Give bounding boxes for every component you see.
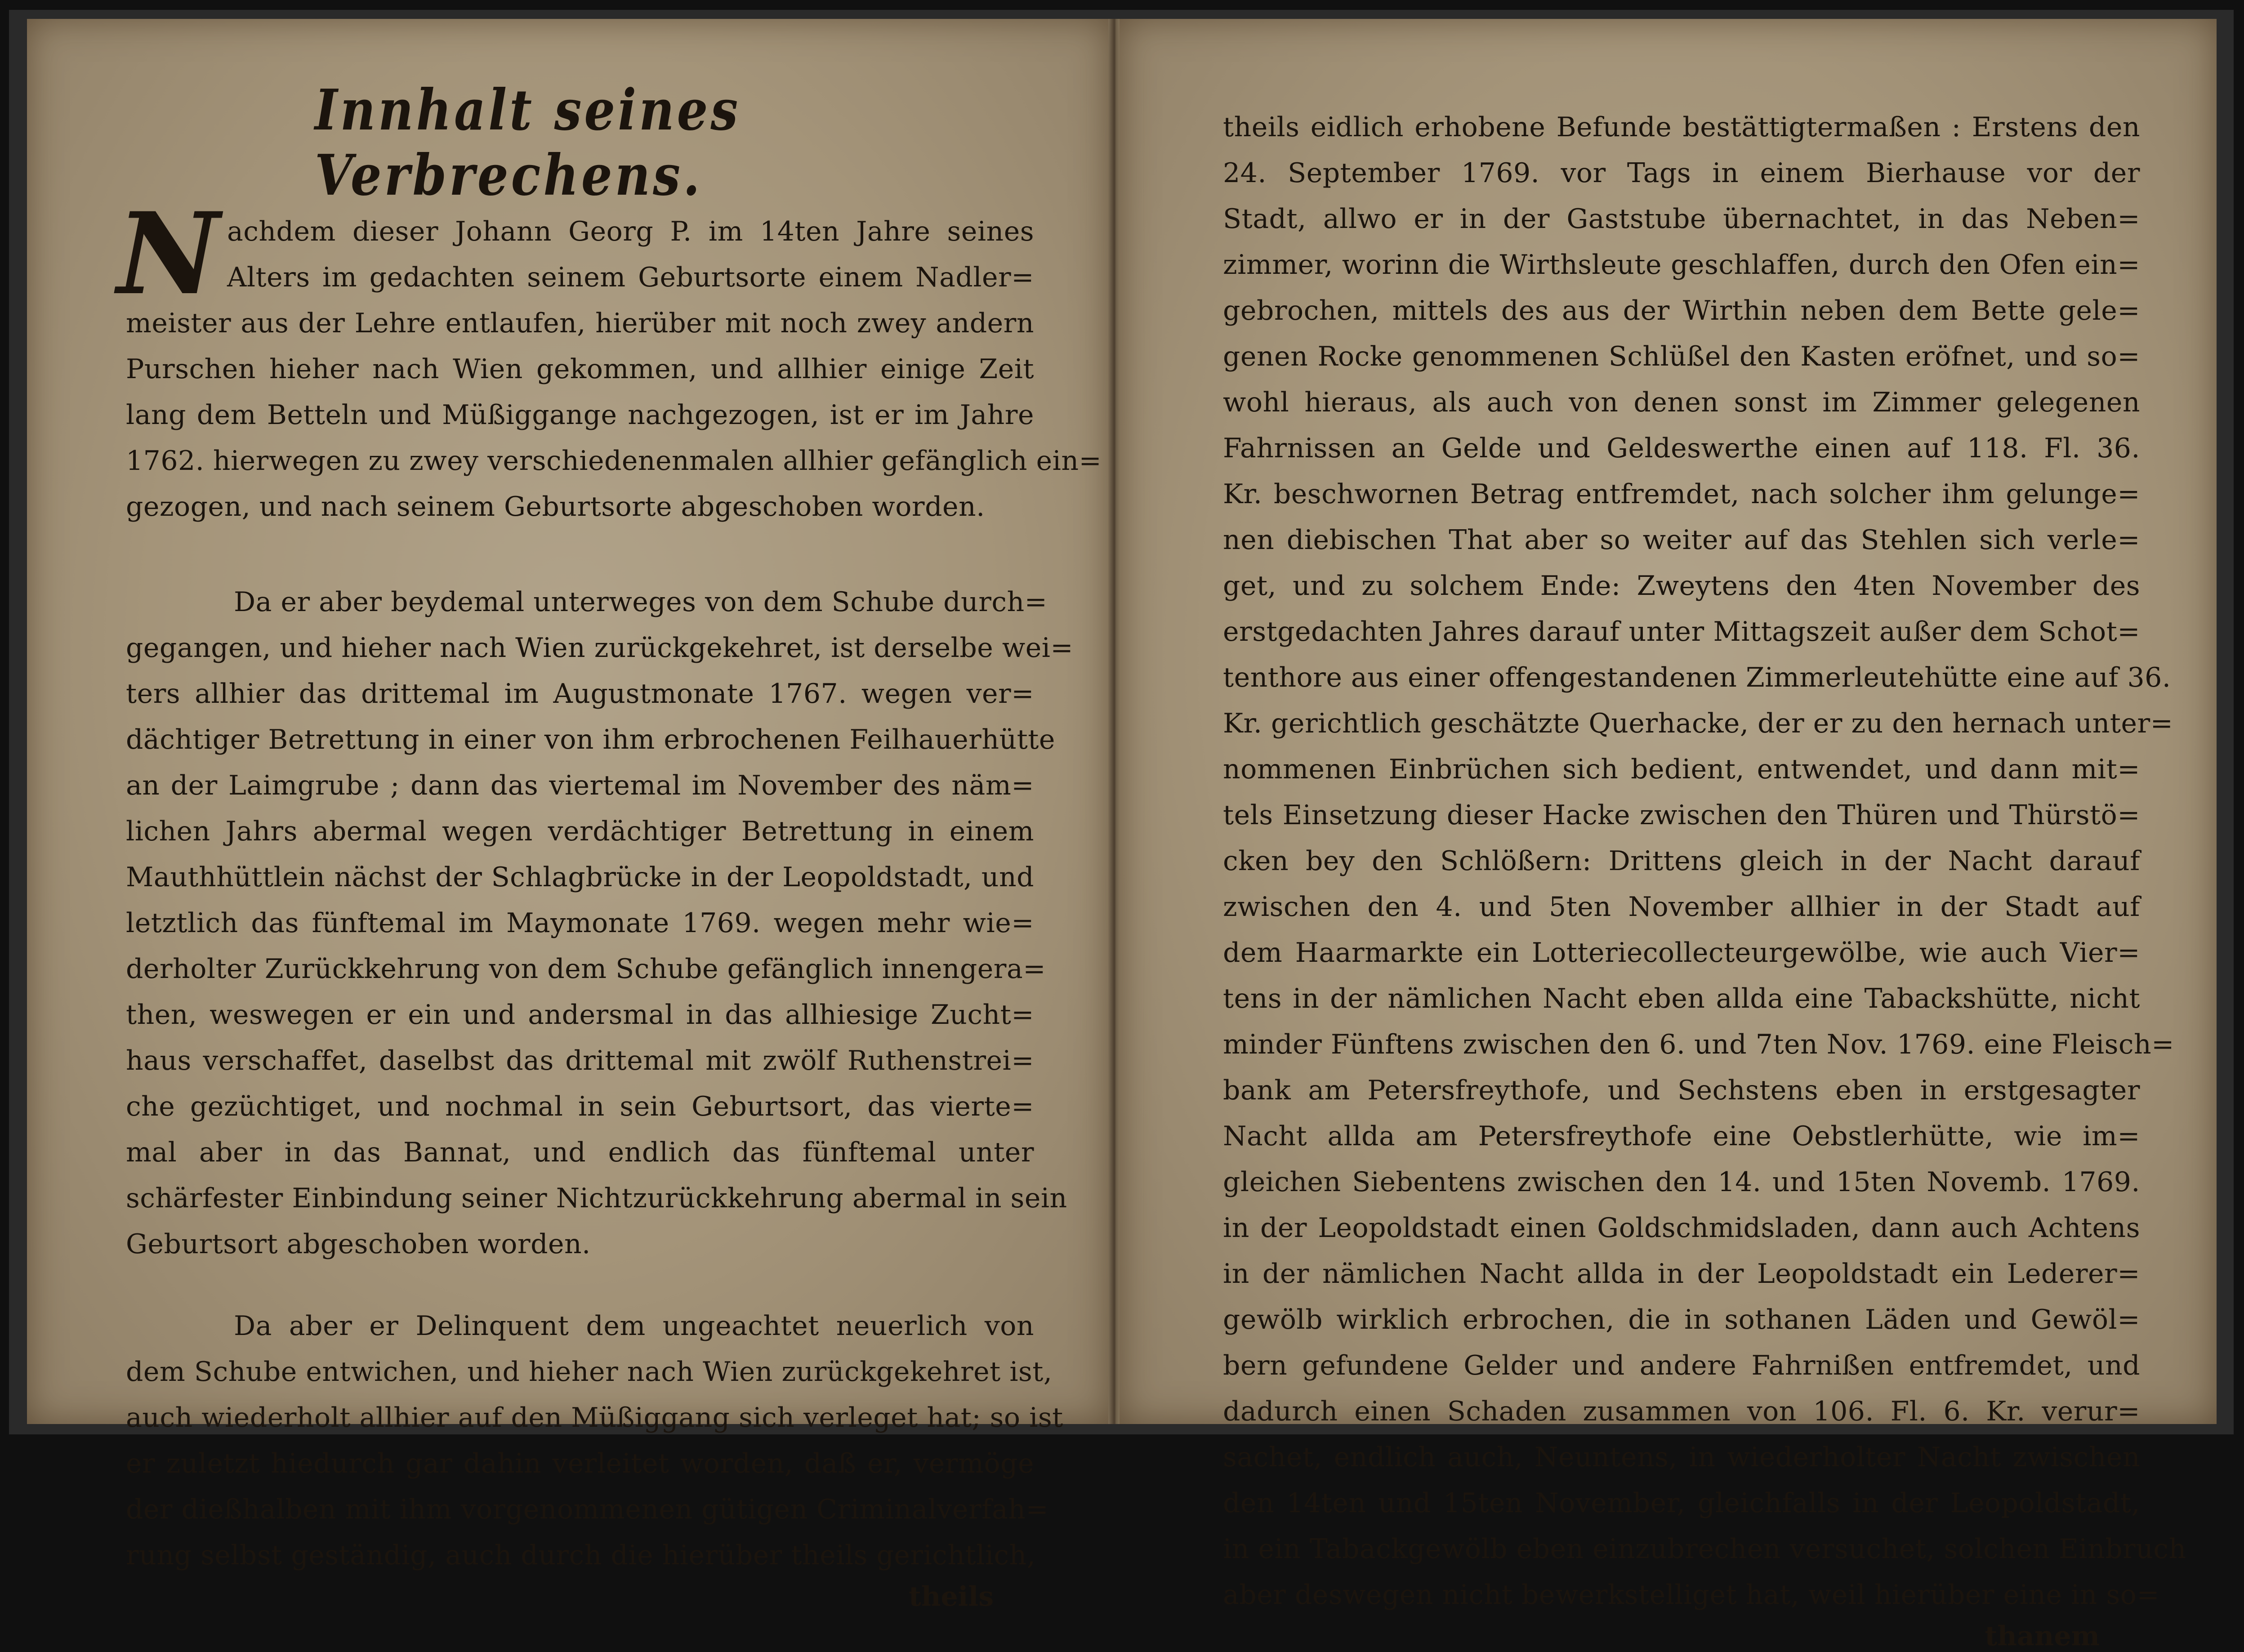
text-line: Kr. gerichtlich geschätzte Querhacke, der er zu den hernach unter= [1223,708,2173,739]
text-line: bern gefundene Gelder und andere Fahrnißen entfremdet, und [1223,1350,2140,1381]
catchword: thanem [1985,1621,2100,1652]
text-line: nen diebischen That aber so weiter auf das Stehlen sich verle= [1223,524,2140,556]
text-line: gegangen, und hieher nach Wien zurückgekehret, ist derselbe wei= [126,632,1074,664]
text-line: Kr. beschwornen Betrag entfremdet, nach solcher ihm gelunge= [1223,478,2140,510]
text-line: sachet, endlich auch, Neuntens, in wiederholter Nacht zwischen [1223,1442,2140,1473]
text-line: rung selbst geständig, auch durch die hierüber theils gerichtlich, [126,1540,1036,1571]
text-line: Alters im gedachten seinem Geburtsorte einem Nadler= [227,262,1034,293]
text-line: letztlich das fünftemal im Maymonate 1769. wegen mehr wie= [126,907,1034,939]
text-line: minder Fünftens zwischen den 6. und 7ten Nov. 1769. eine Fleisch= [1223,1029,2174,1060]
text-line: gleichen Siebentens zwischen den 14. und 15ten Novemb. 1769. [1223,1166,2140,1198]
text-line: get, und zu solchem Ende: Zweytens den 4ten November des [1223,570,2140,602]
text-line: erstgedachten Jahres darauf unter Mittagszeit außer dem Schot= [1223,616,2140,647]
text-line: den 14ten und 15ten November, gleichfalls in der Leopoldstadt, [1223,1487,2140,1519]
right-page [1120,19,2217,1652]
catchword: theils [909,1581,994,1612]
text-line: Geburtsort abgeschoben worden. [126,1228,591,1260]
text-line: tens in der nämlichen Nacht eben allda eine Tabackshütte, nicht [1223,983,2140,1014]
text-line: Mauthhüttlein nächst der Schlagbrücke in der Leopoldstadt, und [126,862,1034,893]
text-line: dem Haarmarkte ein Lotteriecollecteurgewölbe, wie auch Vier= [1223,937,2140,969]
text-line: nommenen Einbrüchen sich bedient, entwendet, und dann mit= [1223,754,2140,785]
book-spread [9,10,2234,1652]
text-line: 24. September 1769. vor Tags in einem Bierhause vor der [1223,157,2140,189]
text-line: lichen Jahrs abermal wegen verdächtiger Betrettung in einem [126,816,1034,847]
text-line: Fahrnissen an Gelde und Geldeswerthe einen auf 118. Fl. 36. [1223,433,2140,464]
text-line: an der Laimgrube ; dann das viertemal im November des näm= [126,770,1034,801]
text-line: then, weswegen er ein und andersmal in das allhiesige Zucht= [126,999,1034,1031]
text-line: Nacht allda am Petersfreythofe eine Oebstlerhütte, wie im= [1223,1121,2140,1152]
text-line: wohl hieraus, als auch von denen sonst im Zimmer gelegenen [1223,387,2140,418]
text-line: tels Einsetzung dieser Hacke zwischen den Thüren und Thürstö= [1223,799,2140,831]
text-line: in der nämlichen Nacht allda in der Leopoldstadt ein Lederer= [1223,1258,2140,1290]
text-line: Stadt, allwo er in der Gaststube übernachtet, in das Neben= [1223,203,2140,235]
text-line: tenthore aus einer offengestandenen Zimmerleutehütte eine auf 36. [1223,662,2171,693]
text-line: che gezüchtiget, und nochmal in sein Geburtsort, das vierte= [126,1091,1034,1122]
text-line: er zuletzt hiedurch gar dahin verleitet worden, daß er, vermöge [126,1448,1034,1479]
text-line: ters allhier das drittemal im Augustmonate 1767. wegen ver= [126,678,1034,710]
text-line: der dießhalben mit ihm vorgenommenen gütigen Criminalverfah= [126,1494,1049,1525]
text-line: dadurch einen Schaden zusammen von 106. Fl. 6. Kr. verur= [1223,1396,2140,1427]
text-line: schärfester Einbindung seiner Nichtzurückkehrung abermal in sein [126,1183,1067,1214]
text-line: dem Schube entwichen, und hieher nach Wien zurückgekehret ist, [126,1356,1053,1388]
text-line: mal aber in das Bannat, und endlich das fünftemal unter [126,1137,1034,1168]
text-line: zwischen den 4. und 5ten November allhier in der Stadt auf [1223,891,2140,923]
text-line: bank am Petersfreythofe, und Sechstens eben in erstgesagter [1223,1075,2140,1106]
paragraph-2 [126,579,1074,1267]
text-line: Da aber er Delinquent dem ungeachtet neuerlich von [234,1310,1034,1342]
text-line: lang dem Betteln und Müßiggange nachgezogen, ist er im Jahre [126,399,1034,431]
text-line: zimmer, worinn die Wirthsleute geschlaffen, durch den Ofen ein= [1223,249,2140,281]
text-line: Purschen hieher nach Wien gekommen, und allhier einige Zeit [126,353,1034,385]
text-line: dächtiger Betrettung in einer von ihm erbrochenen Feilhauerhütte [126,724,1055,755]
text-line: in ein Tabackgewölb eben einzubrechen versuchet, solchen Einbruch [1223,1533,2186,1565]
text-line: derholter Zurückkehrung von dem Schube gefänglich innengera= [126,953,1046,985]
text-line: achdem dieser Johann Georg P. im 14ten Jahre seines [227,216,1034,247]
text-line: haus verschaffet, daselbst das drittemal mit zwölf Ruthenstrei= [126,1045,1034,1076]
text-line: Da er aber beydemal unterweges von dem Schube durch= [234,586,1048,618]
text-line: 1762. hierwegen zu zwey verschiedenenmalen allhier gefänglich ein= [126,445,1102,477]
drop-capital: N [117,188,220,320]
page-heading: Innhalt seines Verbrechens. [315,78,741,208]
paragraph-3 [126,1303,1063,1578]
text-line: gezogen, und nach seinem Geburtsorte abgeschoben worden. [126,491,985,522]
text-line: aber deswegen nicht bewerkstelliget hat, weil hierüber eine in so= [1223,1579,2160,1611]
text-line: gebrochen, mittels des aus der Wirthin neben dem Bette gele= [1223,295,2140,326]
text-line: genen Rocke genommenen Schlüßel den Kasten eröfnet, und so= [1223,341,2140,372]
text-line: cken bey den Schlößern: Drittens gleich in der Nacht darauf [1223,845,2140,877]
text-line: auch wiederholt allhier auf den Müßiggang sich verleget hat; so ist [126,1402,1063,1433]
text-line: gewölb wirklich erbrochen, die in sothanen Läden und Gewöl= [1223,1304,2140,1335]
text-line: meister aus der Lehre entlaufen, hierüber mit noch zwey andern [126,308,1034,339]
text-line: theils eidlich erhobene Befunde bestättigtermaßen : Erstens den [1223,112,2140,143]
paragraph-continued [1223,104,2186,1618]
paragraph-1 [117,188,1102,530]
left-page [27,19,1111,1612]
text-line: in der Leopoldstadt einen Goldschmidsladen, dann auch Achtens [1223,1212,2140,1244]
